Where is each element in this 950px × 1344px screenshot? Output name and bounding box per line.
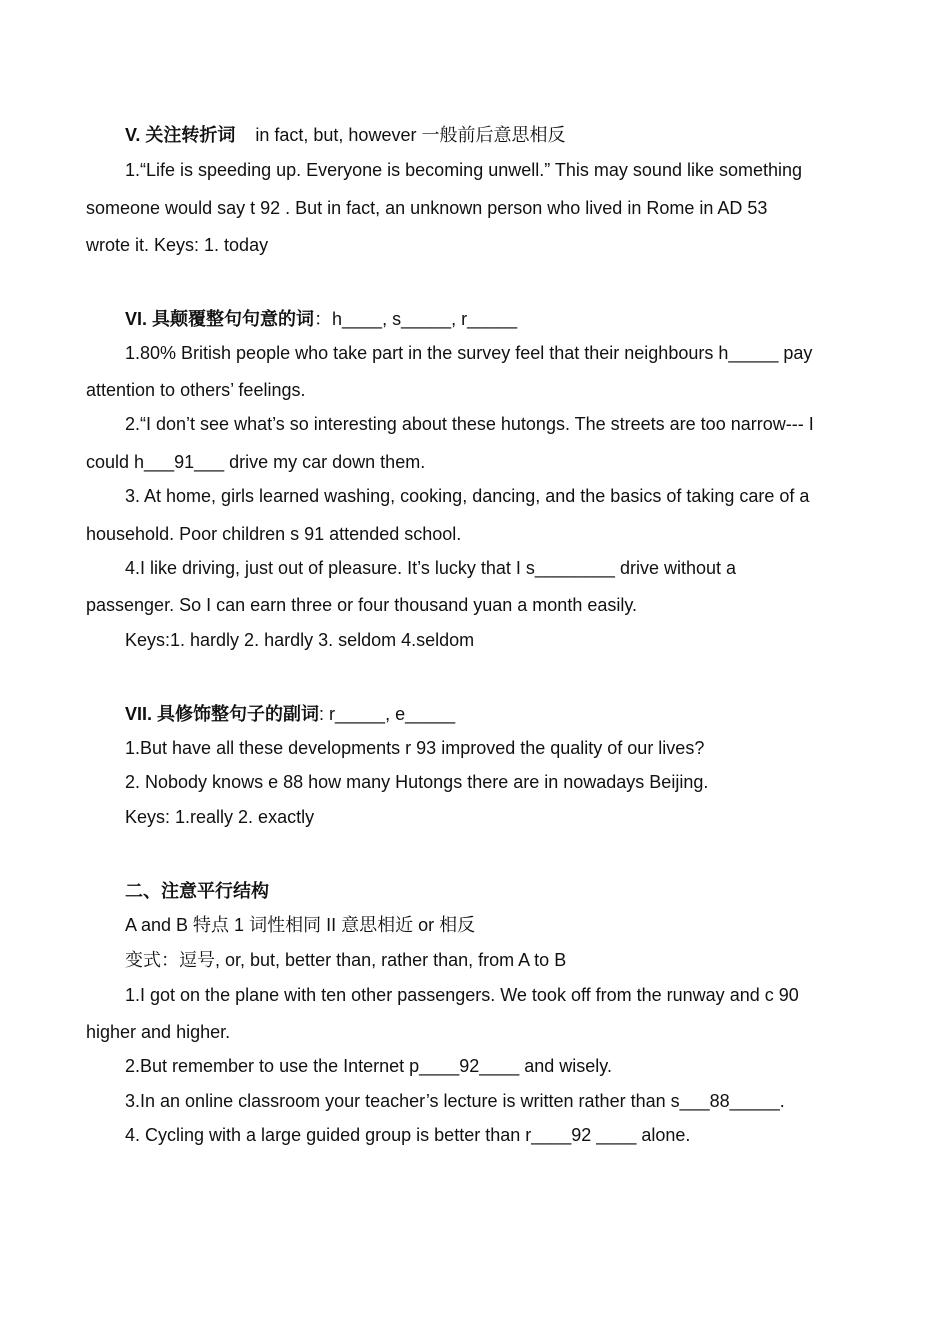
section-heading: VII. 具修饰整句子的副词: r_____, e_____: [125, 704, 456, 724]
text-line: higher and higher.: [86, 1022, 231, 1042]
text-line: 2.But remember to use the Internet p____92____ and wisely.: [125, 1056, 612, 1076]
section-heading: VI. 具颠覆整句句意的词：h____, s_____, r_____: [125, 309, 518, 329]
text-line: 1.But have all these developments r 93 improved the quality of our lives?: [125, 738, 705, 758]
text-line: 1.80% British people who take part in the survey feel that their neighbours h_____ pay: [125, 343, 813, 363]
section-heading: 二、注意平行结构: [125, 881, 269, 901]
text-line: 1.I got on the plane with ten other passengers. We took off from the runway and c 90: [125, 985, 799, 1005]
text-line: passenger. So I can earn three or four thousand yuan a month easily.: [86, 595, 638, 615]
text-line: could h___91___ drive my car down them.: [86, 452, 426, 472]
text-line: Keys: 1.really 2. exactly: [125, 807, 315, 827]
text-line: wrote it. Keys: 1. today: [86, 235, 269, 255]
section-heading: V. 关注转折词 in fact, but, however 一般前后意思相反: [125, 125, 566, 145]
text-line: A and B 特点 1 词性相同 II 意思相近 or 相反: [125, 915, 476, 935]
text-line: household. Poor children s 91 attended school.: [86, 524, 462, 544]
text-line: 3. At home, girls learned washing, cooking, dancing, and the basics of taking care of a: [125, 486, 810, 506]
text-line: 4. Cycling with a large guided group is better than r____92 ____ alone.: [125, 1125, 691, 1145]
text-line: Keys:1. hardly 2. hardly 3. seldom 4.seldom: [125, 630, 475, 650]
text-line: 2.“I don’t see what’s so interesting about these hutongs. The streets are too narrow--- I: [125, 414, 814, 434]
text-line: 4.I like driving, just out of pleasure. It’s lucky that I s________ drive without a: [125, 558, 737, 578]
text-line: 1.“Life is speeding up. Everyone is becoming unwell.” This may sound like something: [125, 160, 803, 180]
text-line: attention to others’ feelings.: [86, 380, 306, 400]
text-line: 变式：逗号, or, but, better than, rather than, from A to B: [125, 950, 567, 970]
text-line: 2. Nobody knows e 88 how many Hutongs there are in nowadays Beijing.: [125, 772, 709, 792]
text-line: 3.In an online classroom your teacher’s lecture is written rather than s___88_____.: [125, 1091, 785, 1111]
text-line: someone would say t 92 . But in fact, an unknown person who lived in Rome in AD 53: [86, 198, 768, 218]
